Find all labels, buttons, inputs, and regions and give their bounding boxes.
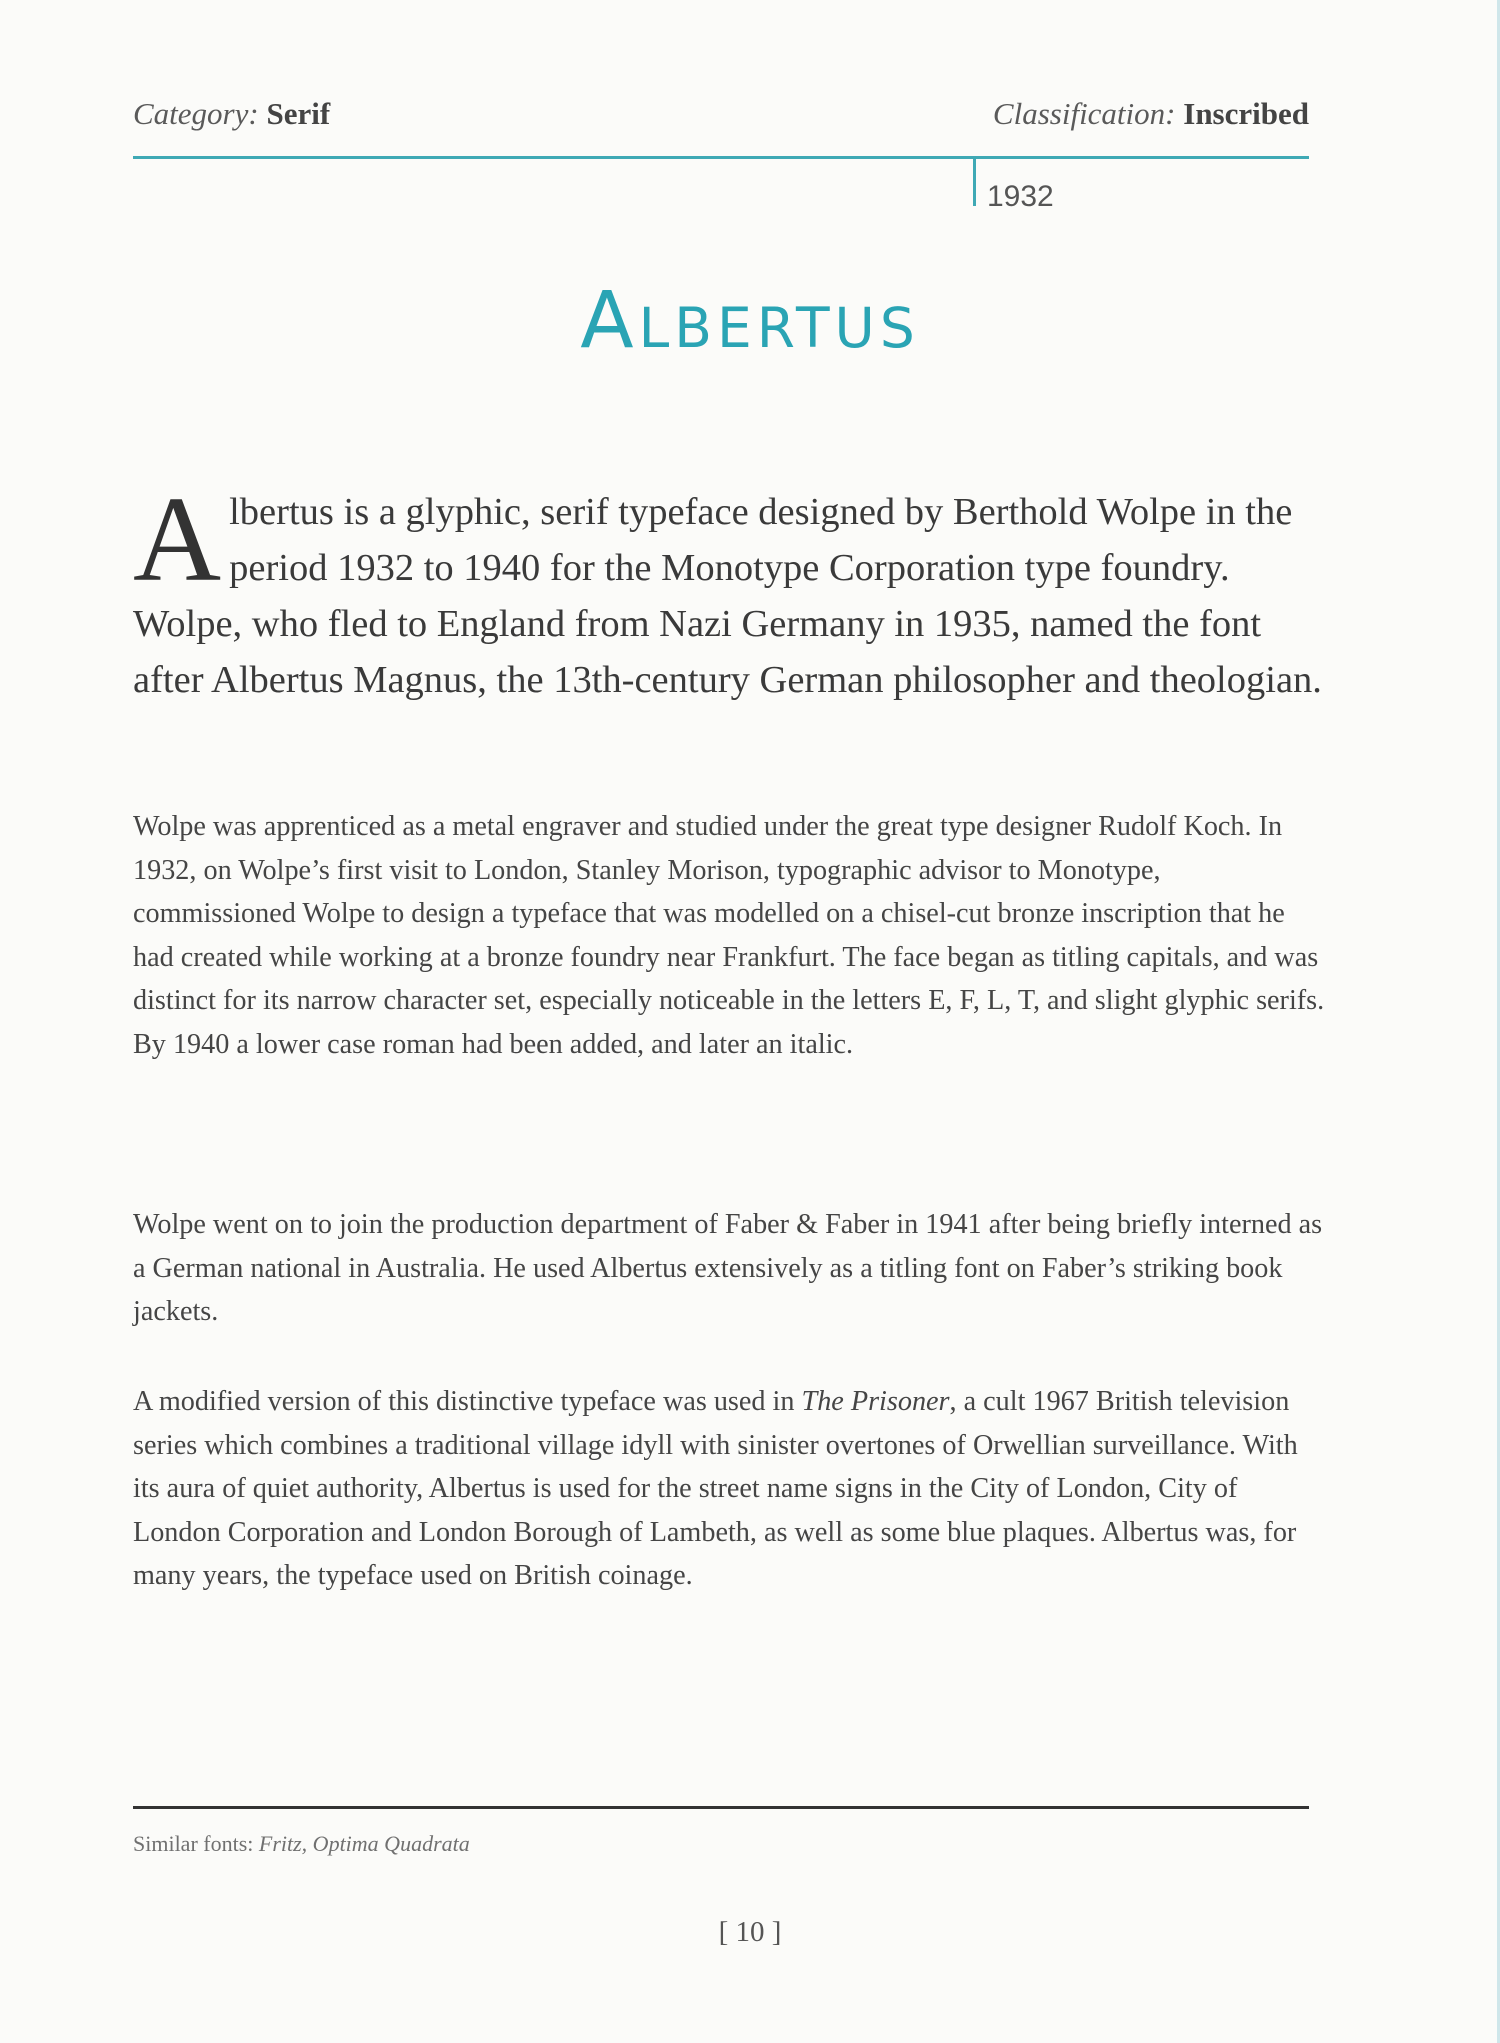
body-paragraph-3-end: , a cult 1967 British television series which combines a traditional village idyll with sinister overtones of Orwellian surveillance. With its aura of quiet authority, Albertus is used for the street name signs in the City of London, City of London Corporation and London Borough of Lambeth, as well as some blue plaques. Albertus was, for many years, the typeface used on British coinage. — [133, 1386, 1298, 1591]
header-rule — [133, 156, 1309, 159]
year-marker — [973, 156, 976, 206]
show-title: The Prisoner — [801, 1386, 950, 1417]
similar-fonts-label: Similar fonts: — [133, 1831, 254, 1856]
category — [133, 96, 330, 132]
page-title: Albertus — [580, 276, 920, 366]
category-value: Serif — [266, 96, 331, 131]
page-header — [133, 96, 1309, 146]
classification — [993, 96, 1309, 132]
page-number: [ 10 ] — [718, 1916, 782, 1948]
body-paragraph-1: Wolpe was apprenticed as a metal engraver and studied under the great type designer Rudolf Koch. In 1932, on Wolpe’s first visit to London, Stanley Morison, typographic advisor to Monotype, commissioned Wolpe to design a typeface that was modelled on a chisel-cut bronze inscription that he had created while working at a bronze foundry near Frankfurt. The face began as titling capitals, and was distinct for its narrow character set, especially noticeable in the letters E, F, L, T, and slight glyphic serifs. By 1940 a lower case roman had been added, and later an italic. — [133, 811, 1325, 1060]
classification-label: Classification: — [992, 96, 1176, 131]
body-paragraph-2: Wolpe went on to join the production department of Faber & Faber in 1941 after being briefly interned as a German national in Australia. He used Albertus extensively as a titling font on Faber’s striking book jackets. — [133, 1209, 1323, 1327]
lead-text: lbertus is a glyphic, serif typeface designed by Berthold Wolpe in the period 1932 to 1940 for the Monotype Corporation type foundry. Wolpe, who fled to England from Nazi Germany in 1935, named the font after Albertus Magnus, the 13th-century German philosopher and theologian. — [133, 491, 1322, 701]
category-label: Category: — [133, 96, 259, 131]
similar-fonts-list: Fritz, Optima Quadrata — [258, 1831, 470, 1856]
classification-value: Inscribed — [1183, 96, 1309, 131]
drop-cap: A — [133, 472, 222, 607]
lead-paragraph — [133, 472, 1328, 708]
similar-fonts — [133, 1831, 470, 1857]
year: 1932 — [987, 180, 1054, 213]
body-paragraph-3-start: A modified version of this distinctive typeface was used in — [133, 1386, 802, 1417]
body-paragraph-3 — [133, 1380, 1328, 1598]
footer-rule — [133, 1806, 1309, 1809]
